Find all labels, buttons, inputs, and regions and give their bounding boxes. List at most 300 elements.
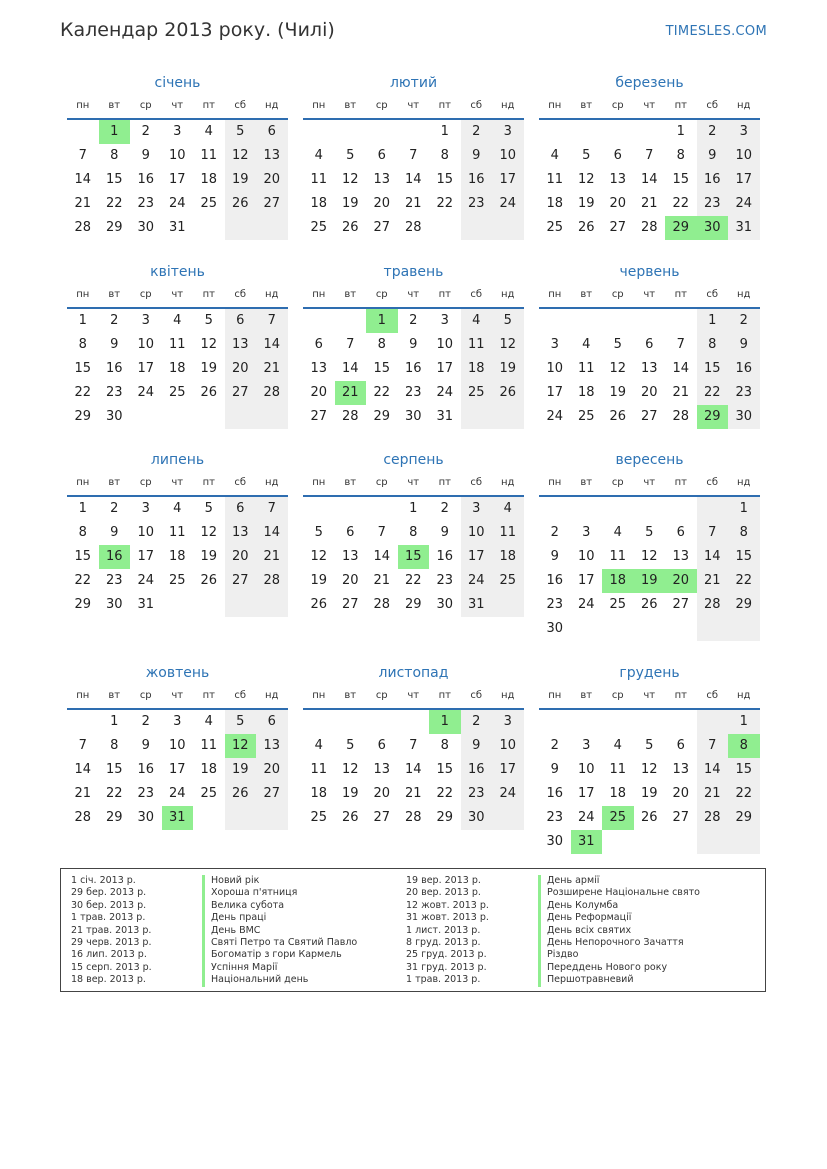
empty-day-cell [335,710,367,734]
empty-day-cell [602,617,634,641]
day-cell: 4 [314,148,323,163]
day-cell: 17 [492,758,524,782]
day-cell: 8 [676,148,685,163]
day-cell: 26 [310,597,328,612]
legend-holiday-name: Богоматір з гори Кармель [202,949,357,961]
day-cell: 18 [310,786,328,801]
weekday-label: сб [706,289,719,300]
day-cell: 27 [225,381,257,405]
day-cell: 12 [341,762,359,777]
empty-day-cell [303,120,335,144]
month-block [303,261,524,429]
weekday-label: вт [108,477,121,488]
day-cell: 6 [676,738,685,753]
legend-date: 12 жовт. 2013 р. [406,899,489,911]
month-name: вересень [615,452,684,468]
day-cell: 18 [492,545,524,569]
day-cell: 12 [492,333,524,357]
day-cell: 11 [609,762,627,777]
day-cell: 31 [168,220,186,235]
day-cell: 28 [697,593,729,617]
day-cell: 24 [577,810,595,825]
weekday-label: вт [108,289,121,300]
day-cell: 10 [577,549,595,564]
day-cell: 4 [492,497,524,521]
day-grid [539,710,760,854]
empty-day-cell [67,710,99,734]
empty-day-cell [303,309,335,333]
day-cell: 29 [105,220,123,235]
day-cell: 5 [204,501,213,516]
legend-holiday-name: Національний день [202,974,357,986]
day-cell: 27 [609,220,627,235]
empty-day-cell [665,497,697,521]
day-cell: 24 [168,196,186,211]
day-cell: 24 [168,786,186,801]
day-cell: 11 [577,361,595,376]
day-cell: 23 [404,385,422,400]
day-cell: 22 [373,385,391,400]
day-cell: 7 [409,148,418,163]
day-cell: 19 [492,357,524,381]
weekday-label: чт [171,100,184,111]
month-name: лютий [389,75,438,91]
day-cell: 2 [697,120,729,144]
day-cell: 27 [373,220,391,235]
empty-day-cell [67,120,99,144]
day-cell: 12 [341,172,359,187]
weekday-label: пт [438,690,451,701]
day-cell: 19 [341,196,359,211]
empty-day-cell [256,806,288,830]
holiday-day-cell: 12 [225,734,257,758]
day-cell: 12 [200,525,218,540]
day-cell: 18 [168,361,186,376]
day-cell: 6 [314,337,323,352]
day-cell: 17 [137,361,155,376]
day-cell: 4 [613,738,622,753]
day-grid [303,120,524,240]
day-cell: 21 [672,385,690,400]
day-cell: 21 [404,196,422,211]
month-block [539,261,760,429]
day-cell: 16 [461,168,493,192]
day-cell: 3 [461,497,493,521]
day-cell: 26 [492,381,524,405]
site-link[interactable]: TIMESLES.COM [665,24,767,39]
day-cell: 26 [341,810,359,825]
empty-day-cell [539,497,571,521]
holiday-day-cell: 20 [665,569,697,593]
empty-day-cell [461,405,493,429]
day-cell: 23 [461,192,493,216]
day-cell: 23 [546,810,564,825]
weekday-label: нд [265,100,279,111]
legend-holiday-name: День Реформації [538,912,700,924]
day-cell: 6 [256,710,288,734]
day-cell: 9 [461,734,493,758]
legend-date: 29 бер. 2013 р. [71,887,147,899]
day-cell: 7 [256,309,288,333]
empty-day-cell [193,216,225,240]
weekday-label: пн [548,100,562,111]
weekday-label: нд [265,477,279,488]
day-cell: 10 [168,738,186,753]
day-cell: 13 [256,144,288,168]
day-cell: 22 [697,381,729,405]
empty-day-cell [492,593,524,617]
legend-date: 31 жовт. 2013 р. [406,912,489,924]
day-cell: 7 [377,525,386,540]
empty-day-cell [634,710,666,734]
empty-day-cell [602,710,634,734]
legend-date: 18 вер. 2013 р. [71,974,146,986]
day-cell: 12 [640,549,658,564]
weekday-label: чт [171,690,184,701]
legend-date: 8 груд. 2013 р. [406,936,481,948]
day-cell: 24 [728,192,760,216]
empty-day-cell [130,405,162,429]
day-cell: 17 [728,168,760,192]
legend-date: 16 лип. 2013 р. [71,949,147,961]
day-cell: 28 [672,409,690,424]
empty-day-cell [665,309,697,333]
weekday-label: пт [202,477,215,488]
day-cell: 14 [373,549,391,564]
weekday-label: вт [580,289,593,300]
day-grid [67,309,288,429]
month-name: серпень [383,452,444,468]
weekday-label: нд [737,690,751,701]
weekday-label: ср [139,690,152,701]
day-cell: 20 [640,385,658,400]
day-cell: 23 [105,385,123,400]
day-cell: 8 [697,333,729,357]
day-cell: 3 [141,313,150,328]
weekday-label: нд [737,100,751,111]
day-cell: 11 [492,521,524,545]
day-cell: 20 [373,786,391,801]
day-cell: 4 [613,525,622,540]
day-cell: 2 [141,714,150,729]
day-cell: 24 [546,409,564,424]
day-cell: 5 [314,525,323,540]
day-cell: 9 [409,337,418,352]
weekday-header [67,684,288,710]
day-cell: 17 [168,172,186,187]
day-cell: 29 [74,409,92,424]
day-cell: 27 [310,409,328,424]
weekday-label: ср [611,690,624,701]
day-cell: 6 [613,148,622,163]
day-cell: 20 [225,545,257,569]
day-cell: 7 [78,738,87,753]
weekday-label: пт [438,100,451,111]
weekday-label: пт [202,690,215,701]
day-cell: 12 [577,172,595,187]
weekday-label: пн [548,690,562,701]
weekday-label: сб [234,289,247,300]
empty-day-cell [539,710,571,734]
legend-dates-right [406,875,489,987]
legend-date: 25 груд. 2013 р. [406,949,487,961]
day-cell: 26 [225,782,257,806]
day-cell: 12 [310,549,328,564]
month-name: листопад [378,665,449,681]
weekday-label: пн [76,100,90,111]
day-cell: 13 [341,549,359,564]
day-cell: 17 [461,545,493,569]
day-cell: 15 [436,762,454,777]
day-cell: 3 [728,120,760,144]
day-cell: 15 [105,172,123,187]
day-cell: 11 [546,172,564,187]
day-cell: 20 [373,196,391,211]
day-cell: 7 [697,521,729,545]
holiday-day-cell: 8 [728,734,760,758]
day-cell: 5 [645,525,654,540]
weekday-label: чт [407,690,420,701]
legend-holiday-name: День всіх святих [538,925,700,937]
day-cell: 22 [436,786,454,801]
legend-date: 1 лист. 2013 р. [406,924,481,936]
day-cell: 5 [225,710,257,734]
weekday-label: чт [407,289,420,300]
day-cell: 14 [74,762,92,777]
weekday-label: ср [611,477,624,488]
day-cell: 30 [105,409,123,424]
month-block [303,72,524,240]
legend-date: 19 вер. 2013 р. [406,875,481,886]
empty-day-cell [335,497,367,521]
legend-holiday-name: День Колумба [538,900,700,912]
day-cell: 25 [200,196,218,211]
empty-day-cell [225,593,257,617]
day-cell: 14 [697,545,729,569]
day-cell: 19 [225,758,257,782]
legend-holiday-name: Розширене Національне свято [538,887,700,899]
day-cell: 7 [409,738,418,753]
day-cell: 1 [440,124,449,139]
day-cell: 14 [341,361,359,376]
day-cell: 6 [676,525,685,540]
day-cell: 1 [728,710,760,734]
day-cell: 5 [492,309,524,333]
day-cell: 13 [310,361,328,376]
weekday-header [539,94,760,120]
day-cell: 21 [640,196,658,211]
day-cell: 26 [640,810,658,825]
day-cell: 3 [492,120,524,144]
weekday-label: пт [438,477,451,488]
day-cell: 17 [577,573,595,588]
day-cell: 5 [582,148,591,163]
empty-day-cell [303,497,335,521]
day-cell: 7 [697,734,729,758]
day-cell: 15 [672,172,690,187]
day-grid [67,710,288,830]
day-cell: 22 [105,196,123,211]
empty-day-cell [634,830,666,854]
legend-holiday-name: Святі Петро та Святий Павло [202,937,357,949]
day-cell: 21 [74,786,92,801]
day-cell: 1 [409,501,418,516]
day-cell: 21 [697,569,729,593]
day-cell: 25 [609,597,627,612]
day-cell: 30 [404,409,422,424]
weekday-label: вт [580,477,593,488]
day-cell: 19 [310,573,328,588]
day-cell: 17 [546,385,564,400]
weekday-label: ср [139,289,152,300]
day-cell: 6 [225,309,257,333]
day-cell: 14 [404,172,422,187]
weekday-label: пт [674,690,687,701]
day-cell: 14 [256,521,288,545]
day-cell: 8 [440,738,449,753]
day-cell: 11 [168,337,186,352]
empty-day-cell [366,710,398,734]
day-cell: 13 [609,172,627,187]
day-cell: 9 [110,337,119,352]
day-cell: 2 [110,313,119,328]
day-cell: 21 [256,545,288,569]
day-cell: 31 [137,597,155,612]
weekday-label: сб [234,690,247,701]
day-cell: 15 [697,357,729,381]
day-cell: 4 [314,738,323,753]
day-cell: 15 [373,361,391,376]
day-cell: 14 [404,762,422,777]
day-cell: 13 [640,361,658,376]
day-cell: 19 [341,786,359,801]
day-cell: 28 [256,381,288,405]
day-cell: 9 [697,144,729,168]
empty-day-cell [193,405,225,429]
month-block [303,662,524,830]
day-cell: 22 [672,196,690,211]
month-name: січень [154,75,201,91]
day-cell: 15 [436,172,454,187]
empty-day-cell [728,617,760,641]
month-name: квітень [150,264,205,280]
day-cell: 13 [256,734,288,758]
month-name: жовтень [145,665,210,681]
day-cell: 1 [110,714,119,729]
day-cell: 26 [577,220,595,235]
weekday-label: пн [312,690,326,701]
day-cell: 21 [697,782,729,806]
weekday-label: нд [737,477,751,488]
day-cell: 26 [341,220,359,235]
month-block [67,261,288,429]
day-cell: 8 [110,148,119,163]
day-cell: 7 [645,148,654,163]
day-grid [303,309,524,429]
day-cell: 18 [609,786,627,801]
day-cell: 18 [200,762,218,777]
holiday-day-cell: 1 [99,120,131,144]
day-cell: 3 [173,124,182,139]
weekday-label: пн [312,100,326,111]
day-cell: 31 [728,216,760,240]
empty-day-cell [193,593,225,617]
weekday-label: пн [312,477,326,488]
weekday-label: сб [706,690,719,701]
day-cell: 12 [200,337,218,352]
day-cell: 11 [200,738,218,753]
legend-date: 1 січ. 2013 р. [71,875,136,886]
day-cell: 3 [582,525,591,540]
day-cell: 8 [409,525,418,540]
weekday-label: вт [108,100,121,111]
day-cell: 22 [728,569,760,593]
day-cell: 2 [728,309,760,333]
empty-day-cell [665,617,697,641]
weekday-label: чт [407,477,420,488]
day-cell: 29 [373,409,391,424]
day-cell: 18 [168,549,186,564]
month-block [67,72,288,240]
weekday-label: сб [706,477,719,488]
day-cell: 8 [78,525,87,540]
legend-date: 30 бер. 2013 р. [71,899,147,911]
legend-holiday-name: Переддень Нового року [538,962,700,974]
legend-holiday-name: Хороша п'ятниця [202,887,357,899]
weekday-header [303,283,524,309]
day-cell: 25 [310,810,328,825]
day-cell: 15 [74,361,92,376]
day-cell: 26 [200,385,218,400]
day-cell: 30 [137,220,155,235]
day-cell: 27 [225,569,257,593]
empty-day-cell [225,405,257,429]
day-cell: 26 [200,573,218,588]
day-cell: 17 [436,361,454,376]
legend-names-left [202,875,357,987]
day-cell: 31 [461,593,493,617]
day-cell: 28 [74,810,92,825]
day-cell: 18 [577,385,595,400]
day-cell: 11 [461,333,493,357]
day-cell: 4 [204,124,213,139]
empty-day-cell [602,120,634,144]
weekday-label: ср [375,100,388,111]
holiday-day-cell: 18 [602,569,634,593]
empty-day-cell [162,405,194,429]
empty-day-cell [335,309,367,333]
empty-day-cell [665,710,697,734]
day-cell: 6 [225,497,257,521]
legend-holiday-name: Першотравневий [538,974,700,986]
day-cell: 7 [78,148,87,163]
weekday-label: пт [674,477,687,488]
day-cell: 5 [613,337,622,352]
holiday-day-cell: 15 [398,545,430,569]
day-cell: 10 [168,148,186,163]
day-cell: 10 [728,144,760,168]
day-cell: 30 [546,621,564,636]
day-cell: 27 [256,192,288,216]
day-cell: 2 [461,710,493,734]
holiday-day-cell: 1 [366,309,398,333]
day-cell: 2 [550,525,559,540]
empty-day-cell [571,309,603,333]
day-cell: 3 [141,501,150,516]
day-cell: 30 [461,806,493,830]
empty-day-cell [461,216,493,240]
day-cell: 28 [697,806,729,830]
